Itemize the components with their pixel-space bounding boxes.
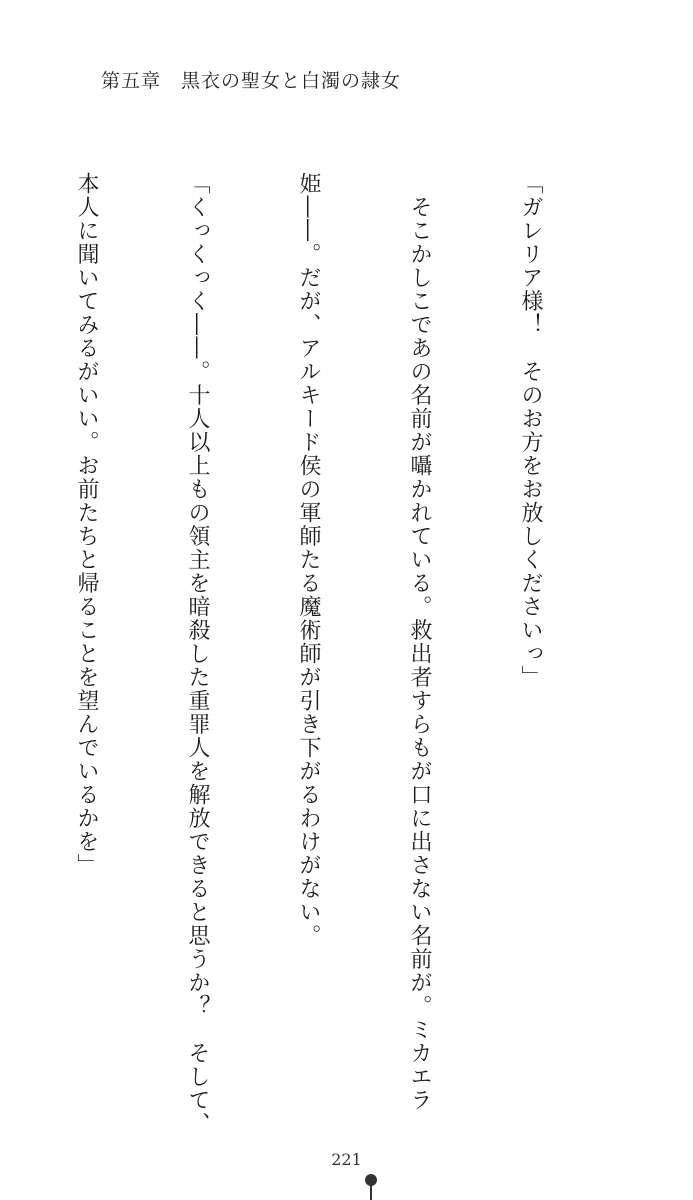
text-column: 本人に聞いてみるがいい。お前たちと帰ることを望んでいるかを」 xyxy=(74,172,99,877)
page-marker-stem xyxy=(370,1184,372,1200)
body-text xyxy=(0,172,623,1136)
page-marker-icon xyxy=(364,1174,378,1200)
text-column: 「ガレリア様！ そのお方をお放しくださいっ」 xyxy=(518,172,543,689)
text-column: そこかしこであの名前が囁かれている。救出者すらもが口に出さない名前が。ミカエラ xyxy=(407,172,432,1112)
text-column: 姫――。だが、アルキード侯の軍師たる魔術師が引き下がるわけがない。 xyxy=(296,172,321,948)
running-head: 第五章 黒衣の聖女と白濁の隷女 xyxy=(101,70,402,92)
page-number: 221 xyxy=(331,1150,362,1169)
text-column: 「くっくっく――。十人以上もの領主を暗殺した重罪人を解放できると思うか？ そして、 xyxy=(185,172,210,1136)
